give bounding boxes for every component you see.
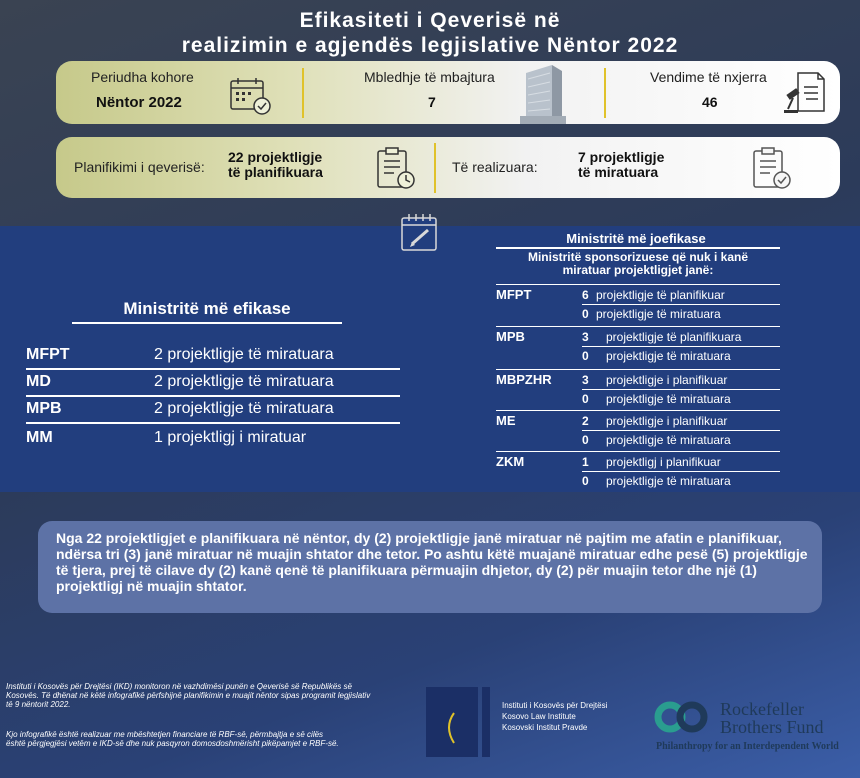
page-title-line1: Efikasiteti i Qeverisë në bbox=[299, 9, 561, 32]
row-divider bbox=[582, 304, 780, 305]
rbf-name-line2: Brothers Fund bbox=[720, 717, 824, 737]
planned-count: 3 bbox=[582, 373, 589, 387]
approved-count: 0 bbox=[582, 392, 589, 406]
planned-text: projektligje të planifikuara bbox=[606, 330, 742, 344]
period-value: Nëntor 2022 bbox=[96, 94, 182, 111]
ikd-name-en: Kosovo Law Institute bbox=[502, 712, 576, 721]
inefficient-approved-row bbox=[496, 306, 780, 324]
group-divider bbox=[496, 284, 780, 285]
ministry-code: MBPZHR bbox=[496, 372, 552, 387]
ministry-code: MPB bbox=[496, 329, 525, 344]
efficient-row bbox=[26, 427, 400, 451]
ministry-result: 2 projektligje të miratuara bbox=[154, 400, 334, 417]
divider bbox=[434, 143, 436, 193]
support-line: është përgjegjësi vetëm e IKD-së dhe nuk pasqyron domosdoshmërisht pikëpamjet e RBF-së. bbox=[6, 739, 339, 748]
ministry-code: MPB bbox=[26, 400, 62, 417]
planning-panel bbox=[56, 137, 840, 198]
summary-text: Nga 22 projektligjet e planifikuara në nëntor, dy (2) projektligje janë miratuar në pajtim me afatin e planifikuar, ndërsa tri (3) janë miratuar në muajin shtator dhe tetor. Po ashtu këtë muajanë miratuar edhe pesë (5) projektligje të tjera, prej të cilave dy (2) kanë qenë të planifikuara përmuajin dhjetor, dy (2) për muajin tetor dhe një (1) projektligj në muajin shtator. bbox=[56, 530, 808, 594]
group-divider bbox=[496, 326, 780, 327]
government-building bbox=[518, 61, 566, 124]
planned-text: projektligje i planifikuar bbox=[606, 373, 728, 387]
row-divider bbox=[582, 346, 780, 347]
inefficient-approved-row bbox=[496, 473, 780, 491]
ikd-name-sq: Instituti i Kosovës për Drejtësi bbox=[502, 701, 608, 710]
done-value-line1: 7 projektligje bbox=[578, 149, 665, 165]
planned-text: projektligj i planifikuar bbox=[606, 455, 721, 469]
row-divider bbox=[26, 422, 400, 424]
ministry-code: ME bbox=[496, 413, 516, 428]
planned-text: projektligje i planifikuar bbox=[606, 414, 728, 428]
planned-count: 6 bbox=[582, 288, 589, 302]
planned-text: projektligje të planifikuar bbox=[596, 288, 725, 302]
decisions-label: Vendime të nxjerra bbox=[650, 69, 767, 85]
meetings-label: Mbledhje të mbajtura bbox=[364, 69, 495, 85]
row-divider bbox=[26, 368, 400, 370]
approved-count: 0 bbox=[582, 349, 589, 363]
ministry-code: MFPT bbox=[26, 346, 70, 363]
approved-text: projektligje të miratuara bbox=[606, 392, 731, 406]
summary-box bbox=[38, 521, 822, 613]
inefficient-subtitle-line1: Ministritë sponsorizuese që nuk i kanë bbox=[527, 250, 749, 264]
ikd-names bbox=[502, 700, 652, 733]
divider bbox=[604, 68, 606, 118]
inefficient-approved-row bbox=[496, 348, 780, 366]
plan-value-line1: 22 projektligje bbox=[228, 149, 323, 165]
disclaimer-line: të 9 nëntorit 2022. bbox=[6, 700, 71, 709]
efficient-title-underline bbox=[72, 322, 342, 324]
efficient-row bbox=[26, 398, 400, 422]
stats-panel bbox=[56, 61, 840, 124]
ministry-result: 2 projektligje të miratuara bbox=[154, 373, 334, 390]
planned-count: 2 bbox=[582, 414, 589, 428]
plan-value-line2: të planifikuara bbox=[228, 164, 323, 180]
rbf-logo-icon bbox=[652, 700, 716, 734]
done-label: Të realizuara: bbox=[452, 159, 538, 175]
inefficient-group bbox=[496, 454, 780, 472]
inefficient-approved-row bbox=[496, 432, 780, 450]
calendar-icon bbox=[228, 75, 274, 117]
ministry-code: MD bbox=[26, 373, 51, 390]
group-divider bbox=[496, 369, 780, 370]
inefficient-title: Ministritë më joefikase bbox=[566, 231, 706, 246]
approved-text: projektligje të miratuara bbox=[606, 433, 731, 447]
inefficient-subtitle-line2: miratuar projektligjet janë: bbox=[562, 263, 714, 277]
inefficient-group bbox=[496, 413, 780, 431]
support-line: Kjo infografikë është realizuar me mbështetjen financiare të RBF-së, përmbajtja e së cilës bbox=[6, 730, 324, 739]
ministry-code: MM bbox=[26, 429, 53, 446]
inefficient-group bbox=[496, 372, 780, 390]
rbf-name-line1: Rockefeller bbox=[720, 699, 804, 719]
disclaimer-line: Instituti i Kosovës për Drejtësi (IKD) monitoron në vazhdimësi punën e Qeverisë së Republikës së bbox=[6, 682, 352, 691]
ministry-code: MFPT bbox=[496, 287, 532, 302]
plan-label: Planifikimi i qeverisë: bbox=[74, 159, 205, 175]
approved-text: projektligje të miratuara bbox=[606, 474, 731, 488]
page-title-line2: realizimin e agjendës legjislative Nëntor 2022 bbox=[181, 34, 679, 57]
group-divider bbox=[496, 410, 780, 411]
inefficient-group bbox=[496, 329, 780, 347]
clipboard-check-icon bbox=[750, 145, 794, 191]
rbf-tagline: Philanthropy for an Interdependent World bbox=[656, 741, 839, 752]
ministry-code: ZKM bbox=[496, 454, 525, 469]
ikd-logo bbox=[424, 685, 494, 759]
inefficient-approved-row bbox=[496, 391, 780, 409]
calendar-pen-icon bbox=[398, 212, 442, 254]
disclaimer-line: Kosovës. Të dhënat në këtë infografikë përfshijnë planifikimin e muajit nëntor sipas programit legjislativ bbox=[6, 691, 371, 700]
divider bbox=[302, 68, 304, 118]
approved-text: projektligje të miratuara bbox=[606, 349, 731, 363]
row-divider bbox=[582, 389, 780, 390]
planned-count: 3 bbox=[582, 330, 589, 344]
group-divider bbox=[496, 451, 780, 452]
clipboard-clock-icon bbox=[374, 145, 418, 191]
meetings-value: 7 bbox=[428, 94, 436, 110]
period-label: Periudha kohore bbox=[91, 69, 194, 85]
efficient-row bbox=[26, 344, 400, 368]
efficient-title: Ministritë më efikase bbox=[123, 299, 291, 318]
row-divider bbox=[582, 430, 780, 431]
efficient-row bbox=[26, 371, 400, 395]
approved-count: 0 bbox=[582, 307, 589, 321]
ikd-name-sr: Kosovski Institut Pravde bbox=[502, 723, 588, 732]
footer-disclaimer bbox=[6, 682, 414, 709]
row-divider bbox=[582, 471, 780, 472]
inefficient-group bbox=[496, 287, 780, 305]
approved-count: 0 bbox=[582, 433, 589, 447]
planned-count: 1 bbox=[582, 455, 589, 469]
row-divider bbox=[26, 395, 400, 397]
ministry-result: 2 projektligje të miratuara bbox=[154, 346, 334, 363]
gavel-document-icon bbox=[784, 69, 828, 117]
inefficient-title-underline bbox=[496, 247, 780, 249]
approved-count: 0 bbox=[582, 474, 589, 488]
done-value-line2: të miratuara bbox=[578, 164, 659, 180]
approved-text: projektligje të miratuara bbox=[596, 307, 721, 321]
decisions-value: 46 bbox=[702, 94, 718, 110]
ministry-result: 1 projektligj i miratuar bbox=[154, 429, 307, 446]
footer-support-note bbox=[6, 730, 414, 748]
